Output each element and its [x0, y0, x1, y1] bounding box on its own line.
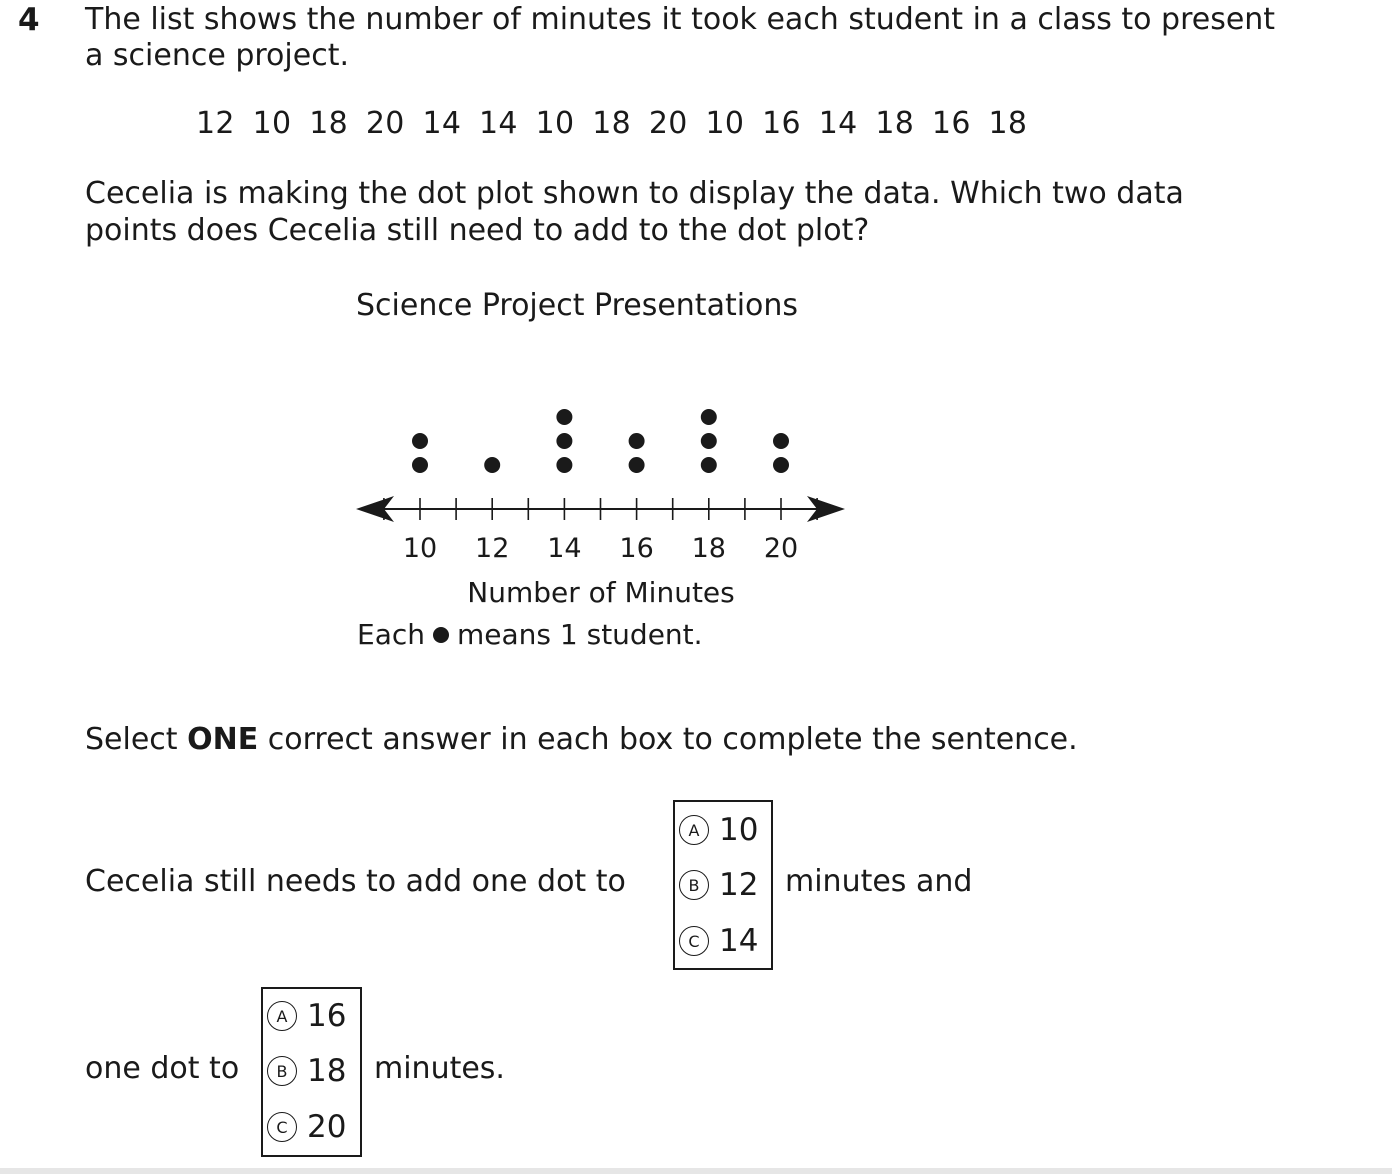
data-dot — [629, 457, 645, 473]
option-value: 12 — [719, 867, 759, 903]
data-dot — [701, 409, 717, 425]
option-value: 10 — [719, 812, 759, 848]
option-value: 14 — [719, 923, 759, 959]
sentence-part-2: minutes and — [785, 864, 973, 899]
box2-option-c[interactable] — [267, 1107, 346, 1147]
box1-option-b[interactable] — [679, 865, 758, 905]
option-bubble[interactable]: C — [679, 926, 709, 956]
data-dot — [556, 433, 572, 449]
data-dot — [773, 457, 789, 473]
x-tick-label: 18 — [691, 533, 726, 564]
option-bubble[interactable]: A — [679, 815, 709, 845]
x-axis-label: Number of Minutes — [467, 576, 735, 609]
plot-legend — [357, 616, 703, 654]
legend-prefix: Each — [357, 618, 425, 651]
sentence-part-4: minutes. — [374, 1051, 505, 1086]
plot-title: Science Project Presentations — [356, 288, 799, 323]
question-prompt: Cecelia is making the dot plot shown to display the data. Which two data points does Cecelia still need to add to the dot plot? — [85, 176, 1184, 248]
data-dot — [484, 457, 500, 473]
data-dot — [701, 433, 717, 449]
option-value: 16 — [307, 998, 347, 1034]
answer-box-2[interactable] — [261, 987, 362, 1157]
data-dot — [412, 433, 428, 449]
dot-plot — [340, 400, 860, 610]
question-stem: The list shows the number of minutes it took each student in a class to present a science project. — [85, 2, 1276, 73]
x-tick-label: 10 — [402, 533, 438, 564]
sentence-part-1: Cecelia still needs to add one dot to — [85, 864, 626, 899]
option-bubble[interactable]: B — [267, 1056, 297, 1086]
option-bubble[interactable]: B — [679, 870, 709, 900]
x-tick-label: 14 — [547, 533, 582, 564]
instruction-post: correct answer in each box to complete the sentence. — [267, 722, 1078, 757]
instruction — [85, 720, 1078, 760]
answer-box-1[interactable] — [673, 800, 773, 970]
instruction-bold: ONE — [187, 722, 259, 757]
data-dot — [701, 457, 717, 473]
dot-symbol-icon — [433, 627, 449, 643]
data-dot — [629, 433, 645, 449]
x-tick-label: 12 — [475, 533, 510, 564]
option-value: 20 — [307, 1109, 347, 1145]
option-bubble[interactable]: C — [267, 1112, 297, 1142]
data-dot — [773, 433, 789, 449]
x-tick-label: 16 — [619, 533, 654, 564]
data-list: 12 10 18 20 14 14 10 18 20 10 16 14 18 16 18 — [196, 106, 1028, 141]
option-bubble[interactable]: A — [267, 1001, 297, 1031]
box1-option-a[interactable] — [679, 810, 758, 850]
box1-option-c[interactable] — [679, 921, 758, 961]
legend-suffix: means 1 student. — [457, 618, 703, 651]
data-dot — [412, 457, 428, 473]
question-number: 4 — [18, 2, 40, 38]
bottom-divider — [0, 1168, 1392, 1174]
data-dot — [556, 409, 572, 425]
instruction-pre: Select — [85, 722, 178, 757]
box2-option-a[interactable] — [267, 996, 346, 1036]
sentence-part-3: one dot to — [85, 1051, 240, 1086]
box2-option-b[interactable] — [267, 1051, 346, 1091]
data-dot — [556, 457, 572, 473]
option-value: 18 — [307, 1053, 347, 1089]
x-tick-label: 20 — [763, 533, 799, 564]
